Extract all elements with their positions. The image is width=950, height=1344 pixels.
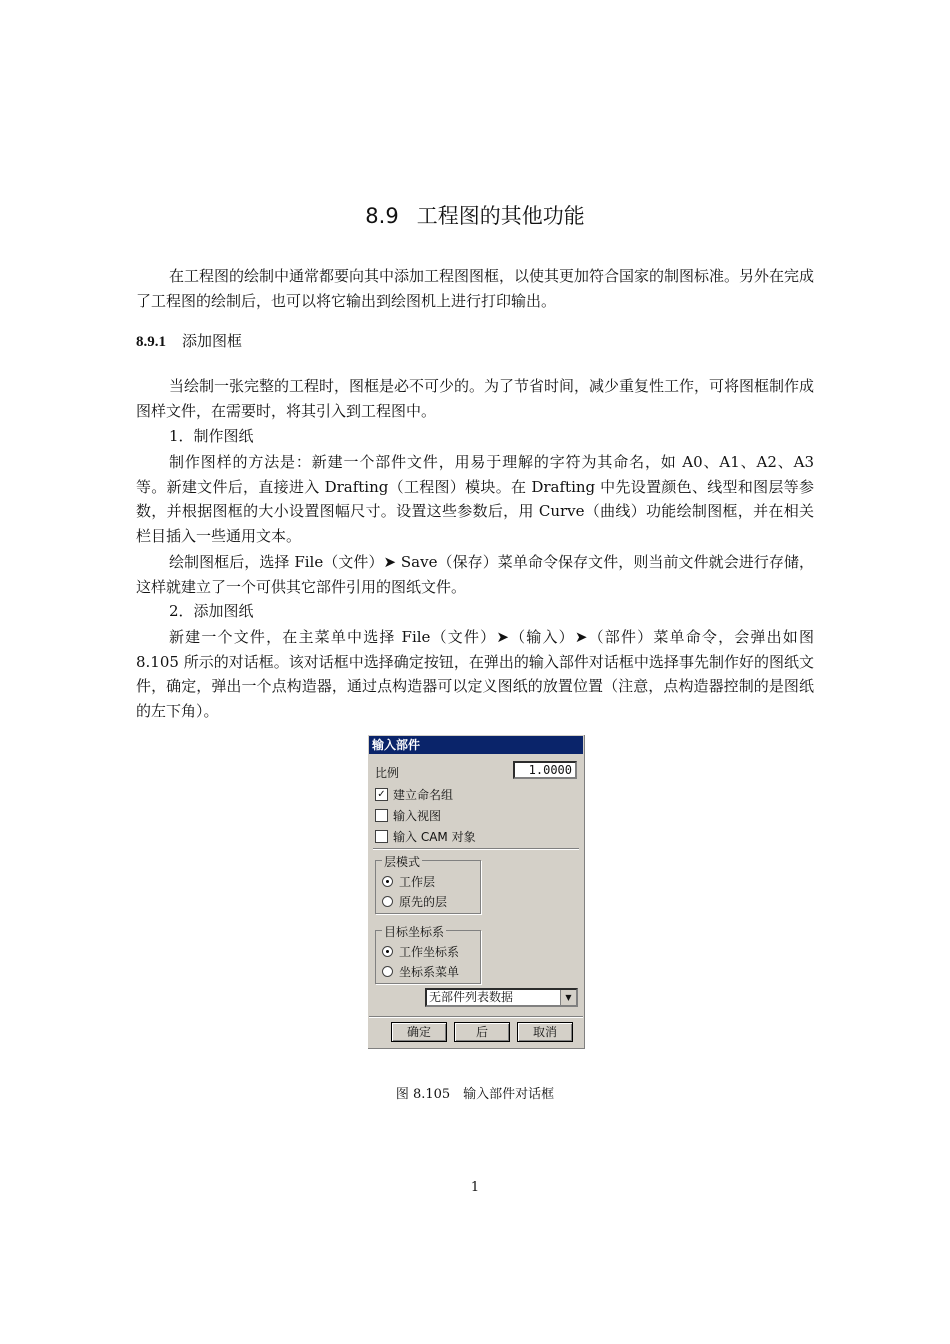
radio-original-layer[interactable]	[382, 893, 447, 910]
radio-work-layer[interactable]	[382, 873, 435, 890]
radio-csys-menu[interactable]	[382, 963, 459, 980]
scale-label: 比例	[375, 766, 400, 780]
dialog-title-bar: 输入部件	[369, 736, 583, 754]
subsection-number: 8.9.1	[136, 334, 166, 350]
list-item-1: 1．制作图纸	[169, 427, 254, 445]
import-part-dialog	[367, 734, 585, 1049]
paragraph-4: 新建一个文件，在主菜单中选择 File（文件）➤（输入）➤（部件）菜单命令，会弹出如图 8.105 所示的对话框。该对话框中选择确定按钮，在弹出的输入部件对话框中选择事先制作好的图纸文件，确定，弹出一个点构造器，通过点构造器可以定义图纸的放置位置（注意，点构造器控制的是图纸的左下角）。	[136, 628, 814, 720]
radio-label: 坐标系菜单	[399, 965, 460, 979]
radio-selected-icon	[382, 946, 393, 957]
radio-label: 工作坐标系	[399, 945, 460, 959]
group-legend: 目标坐标系	[384, 925, 445, 939]
scale-input[interactable]: 1.0000	[513, 761, 577, 779]
checkbox-import-views[interactable]	[375, 807, 441, 824]
divider	[373, 848, 579, 850]
page-number: 1	[470, 1180, 480, 1195]
section-title: 工程图的其他功能	[416, 204, 585, 228]
checkbox-create-named-group[interactable]	[375, 786, 453, 803]
figure-caption: 图 8.105 输入部件对话框	[395, 1087, 555, 1102]
checkbox-import-cam[interactable]	[375, 828, 476, 845]
group-legend: 层模式	[384, 855, 421, 869]
radio-selected-icon	[382, 876, 393, 887]
paragraph-1: 当绘制一张完整的工程时，图框是必不可少的。为了节省时间，减少重复性工作，可将图框制作成图样文件，在需要时，将其引入到工程图中。	[136, 377, 815, 420]
dropdown-value: 无部件列表数据	[429, 990, 514, 1004]
radio-label: 原先的层	[399, 895, 448, 909]
checkbox-label: 输入视图	[393, 809, 442, 823]
parts-list-dropdown[interactable]	[425, 988, 578, 1007]
layer-mode-group	[375, 855, 481, 914]
intro-paragraph: 在工程图的绘制中通常都要向其中添加工程图图框，以使其更加符合国家的制图标准。另外在完成了工程图的绘制后，也可以将它输出到绘图机上进行打印输出。	[136, 267, 815, 310]
cancel-button[interactable]: 取消	[517, 1022, 573, 1042]
checkbox-checked-icon: ✓	[375, 788, 388, 801]
paragraph-2: 制作图样的方法是：新建一个部件文件，用易于理解的字符为其命名，如 A0、A1、A2、A3 等。新建文件后，直接进入 Drafting（工程图）模块。在 Drafting 中先设置颜色、线型和图层等参数，并根据图框的大小设置图幅尺寸。设置这些参数后，用 Curve（曲线）功能绘制图框，并在相关栏目插入一些通用文本。	[136, 453, 814, 545]
subsection-title: 添加图框	[182, 332, 243, 350]
radio-label: 工作层	[399, 875, 436, 889]
paragraph-3: 绘制图框后，选择 File（文件）➤ Save（保存）菜单命令保存文件，则当前文件就会进行存储，这样就建立了一个可供其它部件引用的图纸文件。	[136, 553, 814, 596]
radio-unselected-icon	[382, 896, 393, 907]
radio-unselected-icon	[382, 966, 393, 977]
target-csys-group	[375, 925, 481, 984]
checkbox-label: 输入 CAM 对象	[393, 830, 476, 844]
subsection-heading	[136, 330, 242, 351]
ok-button[interactable]: 确定	[391, 1022, 447, 1042]
checkbox-label: 建立命名组	[393, 788, 454, 802]
checkbox-empty-icon	[375, 830, 388, 843]
back-button[interactable]: 后	[454, 1022, 510, 1042]
checkbox-empty-icon	[375, 809, 388, 822]
page-title	[0, 200, 950, 230]
chevron-down-icon[interactable]: ▼	[560, 990, 576, 1005]
section-number: 8.9	[365, 204, 399, 228]
divider	[369, 1016, 583, 1018]
list-item-2: 2．添加图纸	[169, 602, 254, 620]
radio-work-csys[interactable]	[382, 943, 459, 960]
